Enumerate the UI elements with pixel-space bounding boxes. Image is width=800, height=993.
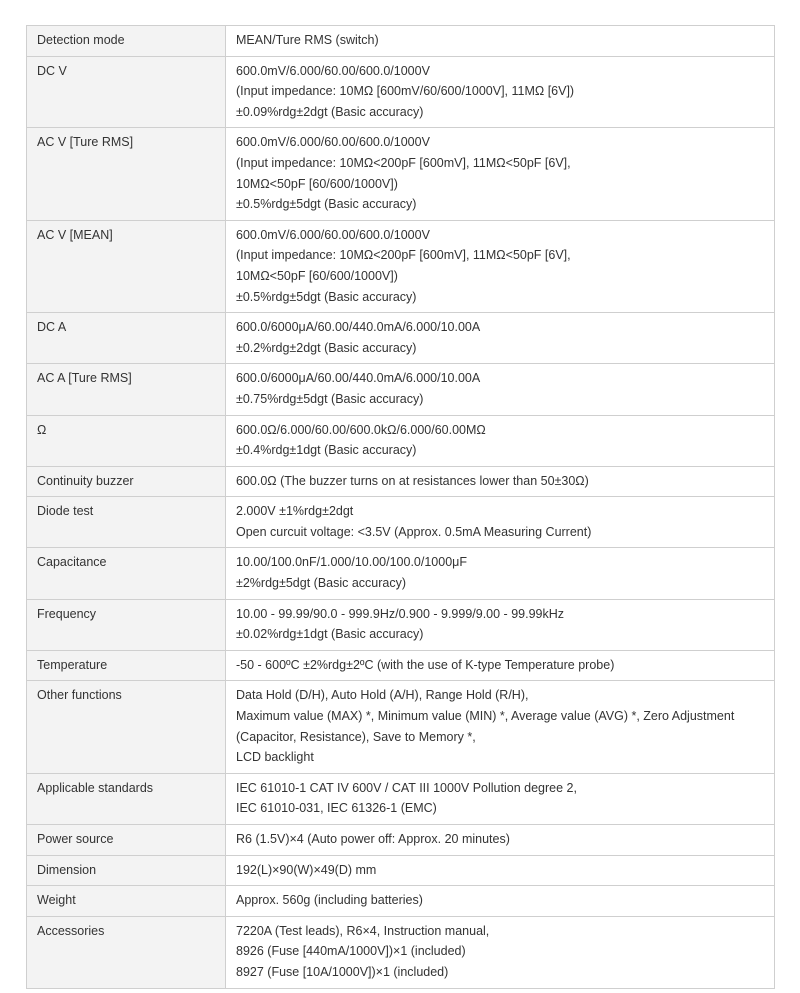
spec-label: Ω — [27, 415, 226, 466]
spec-value — [226, 128, 775, 220]
spec-value-line: 8926 (Fuse [440mA/1000V])×1 (included) — [236, 944, 466, 959]
spec-value-line: 600.0mV/6.000/60.00/600.0/1000V — [236, 63, 430, 78]
spec-value-line: Data Hold (D/H), Auto Hold (A/H), Range Hold (R/H), — [236, 688, 529, 703]
spec-value — [226, 650, 775, 681]
spec-value — [226, 773, 775, 824]
spec-value — [226, 855, 775, 886]
spec-value-line: R6 (1.5V)×4 (Auto power off: Approx. 20 minutes) — [236, 832, 510, 846]
spec-value-line: 10MΩ<50pF [60/600/1000V]) — [236, 268, 398, 283]
spec-value-line: (Capacitor, Resistance), Save to Memory *, — [236, 729, 476, 744]
spec-value — [226, 916, 775, 988]
spec-row — [27, 548, 775, 599]
spec-label: Diode test — [27, 497, 226, 548]
spec-value — [226, 220, 775, 312]
spec-value — [226, 497, 775, 548]
spec-value-line: 192(L)×90(W)×49(D) mm — [236, 862, 377, 877]
spec-value — [226, 364, 775, 415]
spec-label: Applicable standards — [27, 773, 226, 824]
spec-table — [26, 25, 775, 989]
spec-value-line: (Input impedance: 10MΩ<200pF [600mV], 11MΩ<50pF [6V], — [236, 248, 571, 263]
spec-row — [27, 364, 775, 415]
spec-label: AC V [MEAN] — [27, 220, 226, 312]
spec-label: Dimension — [27, 855, 226, 886]
spec-label: Accessories — [27, 916, 226, 988]
spec-value — [226, 415, 775, 466]
spec-label: AC V [Ture RMS] — [27, 128, 226, 220]
spec-label: Other functions — [27, 681, 226, 773]
spec-value-line: 600.0/6000μA/60.00/440.0mA/6.000/10.00A — [236, 320, 481, 335]
spec-row — [27, 855, 775, 886]
spec-row — [27, 497, 775, 548]
spec-value-line: (Input impedance: 10MΩ<200pF [600mV], 11MΩ<50pF [6V], — [236, 155, 571, 170]
spec-value — [226, 26, 775, 57]
spec-value-line: LCD backlight — [236, 750, 314, 765]
spec-value — [226, 548, 775, 599]
spec-value — [226, 681, 775, 773]
spec-value-line: 600.0Ω (The buzzer turns on at resistances lower than 50±30Ω) — [236, 473, 589, 488]
spec-row — [27, 56, 775, 128]
spec-value-line: 10MΩ<50pF [60/600/1000V]) — [236, 176, 398, 191]
spec-value-line: 8927 (Fuse [10A/1000V])×1 (included) — [236, 964, 449, 979]
spec-row — [27, 599, 775, 650]
spec-table-body — [27, 26, 775, 989]
spec-row — [27, 466, 775, 497]
spec-value — [226, 599, 775, 650]
spec-value-line: 10.00 - 99.99/90.0 - 999.9Hz/0.900 - 9.999/9.00 - 99.99kHz — [236, 606, 564, 621]
spec-value — [226, 313, 775, 364]
spec-value-line: 600.0/6000μA/60.00/440.0mA/6.000/10.00A — [236, 371, 481, 386]
spec-value-line: ±0.4%rdg±1dgt (Basic accuracy) — [236, 443, 417, 458]
spec-value-line: 10.00/100.0nF/1.000/10.00/100.0/1000μF — [236, 555, 467, 570]
spec-label: DC A — [27, 313, 226, 364]
spec-value-line: Approx. 560g (including batteries) — [236, 893, 423, 908]
spec-label: Frequency — [27, 599, 226, 650]
spec-value-line: ±0.75%rdg±5dgt (Basic accuracy) — [236, 391, 424, 406]
spec-value — [226, 466, 775, 497]
spec-value-line: ±0.09%rdg±2dgt (Basic accuracy) — [236, 104, 424, 119]
spec-label: Power source — [27, 825, 226, 856]
spec-value-line: MEAN/Ture RMS (switch) — [236, 33, 379, 47]
spec-value-line: ±0.5%rdg±5dgt (Basic accuracy) — [236, 289, 417, 304]
spec-value-line: 7220A (Test leads), R6×4, Instruction manual, — [236, 923, 490, 938]
spec-value-line: ±0.5%rdg±5dgt (Basic accuracy) — [236, 197, 417, 212]
spec-row — [27, 681, 775, 773]
spec-value — [226, 825, 775, 856]
spec-value-line: ±2%rdg±5dgt (Basic accuracy) — [236, 576, 407, 591]
spec-value-line: ±0.2%rdg±2dgt (Basic accuracy) — [236, 340, 417, 355]
spec-value-line: -50 - 600ºC ±2%rdg±2ºC (with the use of K-type Temperature probe) — [236, 657, 615, 672]
spec-label: Continuity buzzer — [27, 466, 226, 497]
spec-row — [27, 220, 775, 312]
spec-row — [27, 825, 775, 856]
spec-label: Temperature — [27, 650, 226, 681]
spec-value-line: (Input impedance: 10MΩ [600mV/60/600/1000V], 11MΩ [6V]) — [236, 84, 575, 99]
spec-row — [27, 650, 775, 681]
spec-value-line: Open curcuit voltage: <3.5V (Approx. 0.5mA Measuring Current) — [236, 524, 592, 539]
spec-value-line: 2.000V ±1%rdg±2dgt — [236, 504, 354, 519]
spec-value-line: Maximum value (MAX) *, Minimum value (MIN) *, Average value (AVG) *, Zero Adjustment — [236, 709, 735, 724]
spec-row — [27, 886, 775, 917]
spec-label: Weight — [27, 886, 226, 917]
spec-value — [226, 56, 775, 128]
spec-value-line: 600.0mV/6.000/60.00/600.0/1000V — [236, 227, 430, 242]
spec-row — [27, 128, 775, 220]
spec-label: Detection mode — [27, 26, 226, 57]
spec-value-line: IEC 61010-031, IEC 61326-1 (EMC) — [236, 801, 437, 816]
spec-row — [27, 26, 775, 57]
spec-label: Capacitance — [27, 548, 226, 599]
spec-row — [27, 916, 775, 988]
spec-value-line: IEC 61010-1 CAT IV 600V / CAT III 1000V Pollution degree 2, — [236, 780, 577, 795]
spec-label: AC A [Ture RMS] — [27, 364, 226, 415]
spec-row — [27, 415, 775, 466]
spec-value-line: 600.0Ω/6.000/60.00/600.0kΩ/6.000/60.00MΩ — [236, 422, 486, 437]
spec-value-line: 600.0mV/6.000/60.00/600.0/1000V — [236, 135, 430, 150]
spec-label: DC V — [27, 56, 226, 128]
spec-value-line: ±0.02%rdg±1dgt (Basic accuracy) — [236, 627, 424, 642]
spec-value — [226, 886, 775, 917]
spec-row — [27, 313, 775, 364]
spec-row — [27, 773, 775, 824]
